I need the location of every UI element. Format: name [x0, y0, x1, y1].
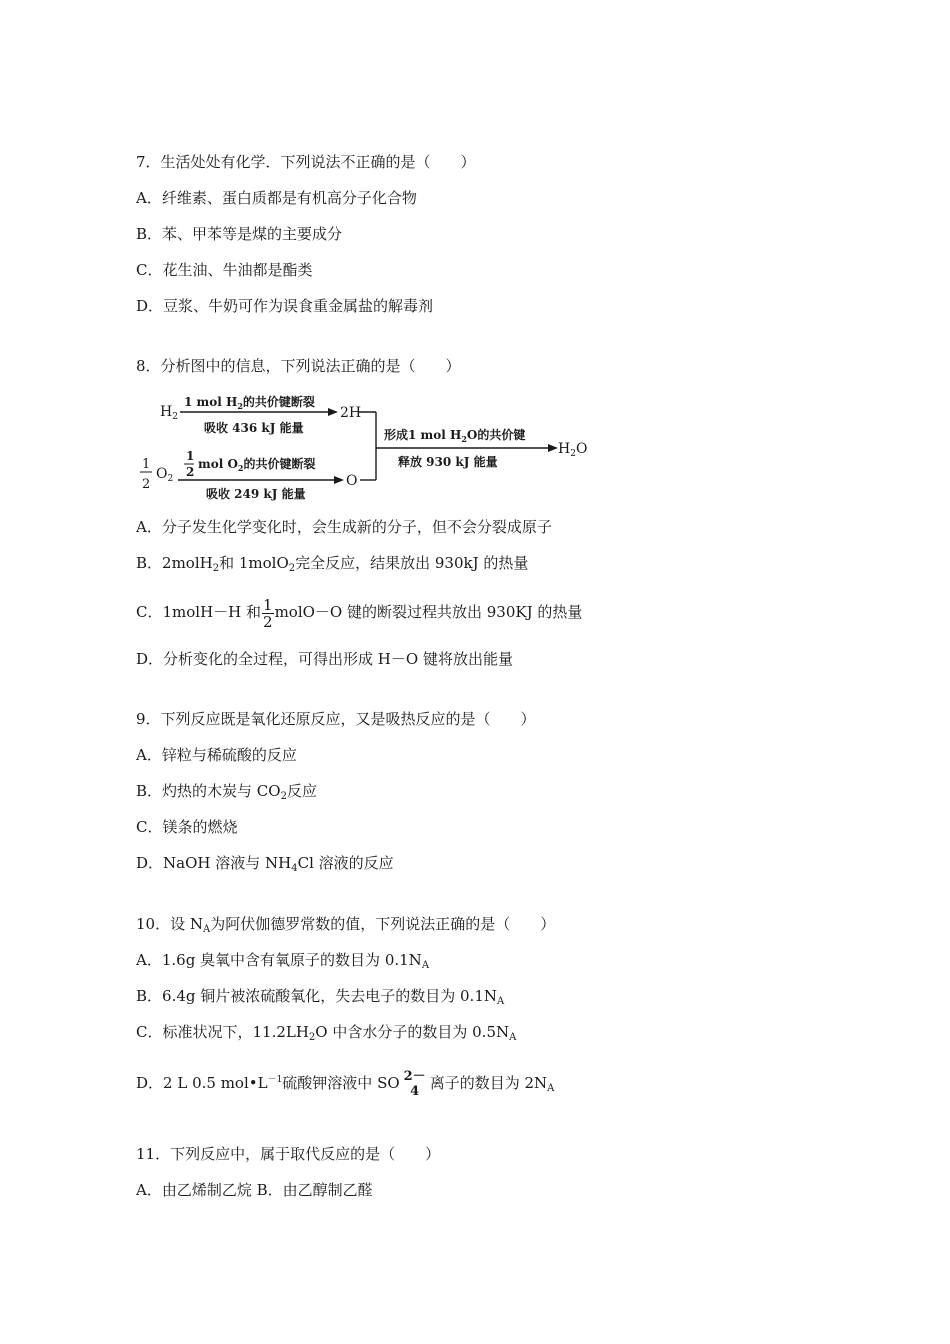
o2-coef-num: 1 — [142, 457, 151, 472]
q7-option-b: B．苯、甲苯等是煤的主要成分 — [136, 225, 343, 243]
h2-label: $H_2$ — [160, 404, 178, 422]
q9-option-a: A．锌粒与稀硫酸的反应 — [136, 746, 297, 764]
formation-energy-label: 释放 930 kJ 能量 — [398, 455, 498, 469]
o-atom-label: O — [346, 473, 358, 489]
q9-option-d: D．NaOH 溶液与 $NH_4Cl$ 溶液的反应 — [136, 854, 394, 874]
o2-frac-num: 1 — [186, 449, 195, 463]
q10-option-c: C．标准状况下，$11.2LH_2O$ 中含水分子的数目为 $0.5N_A$ — [136, 1023, 517, 1043]
q7-option-c: C．花生油、牛油都是酯类 — [136, 261, 313, 279]
q8-c-fraction: $\frac{1}{2}$ — [263, 595, 273, 631]
two-h-label: 2H — [340, 405, 362, 421]
q7-option-d: D．豆浆、牛奶可作为误食重金属盐的解毒剂 — [136, 297, 434, 315]
q8-option-b: B．2molH$_2$和 1molO$_2$完全反应，结果放出 930kJ 的热量 — [136, 554, 529, 574]
h2-energy-label: 吸收 436 kJ 能量 — [204, 421, 304, 435]
o2-frac-den: 2 — [186, 465, 195, 479]
o2-break-label: mol $O_2$的共价键断裂 — [198, 457, 316, 473]
q8-option-c: C．1molH－H 和 $\frac{1}{2}$ molO－O 键的断裂过程共放出 930KJ 的热量 — [136, 595, 583, 631]
q10-stem: 10．设 $N_A$为阿伏伽德罗常数的值，下列说法正确的是（ ） — [136, 915, 556, 935]
q7-option-a: A．纤维素、蛋白质都是有机高分子化合物 — [136, 189, 417, 207]
o2-label: $O_2$ — [156, 466, 174, 484]
sulfate-charge: 2－ 4 — [403, 1069, 426, 1099]
q10-option-b: B．6.4g 铜片被浓硫酸氧化，失去电子的数目为 $0.1N_A$ — [136, 987, 505, 1007]
q8-option-d: D．分析变化的全过程，可得出形成 H－O 键将放出能量 — [136, 650, 513, 668]
product-label: $H_2O$ — [558, 441, 588, 459]
formation-arrowhead — [548, 444, 558, 452]
q8-option-a: A．分子发生化学变化时，会生成新的分子，但不会分裂成原子 — [136, 518, 552, 536]
q8-stem: 8．分析图中的信息，下列说法正确的是（ ） — [136, 357, 461, 375]
q9-option-b: B．灼热的木炭与 $CO_2$反应 — [136, 782, 317, 802]
o2-arrowhead — [334, 476, 344, 484]
q10-option-a: A．1.6g 臭氧中含有氧原子的数目为 $0.1N_A$ — [136, 951, 430, 971]
q11-stem: 11．下列反应中，属于取代反应的是（ ） — [136, 1145, 441, 1163]
q10-option-d: D．2 L 0.5 $mol•L^{-1}$硫酸钾溶液中 SO 2－ 4 离子的数目为 $2N_A$ — [136, 1069, 555, 1099]
energy-diagram — [138, 392, 588, 504]
q9-stem: 9．下列反应既是氧化还原反应，又是吸热反应的是（ ） — [136, 710, 536, 728]
q7-stem: 7．生活处处有化学．下列说法不正确的是（ ） — [136, 153, 476, 171]
formation-label: 形成1 mol $H_2O$的共价键 — [384, 428, 526, 444]
o2-energy-label: 吸收 249 kJ 能量 — [206, 487, 306, 501]
o2-coef-den: 2 — [142, 477, 151, 492]
h2-arrowhead — [328, 408, 338, 416]
q9-option-c: C．镁条的燃烧 — [136, 818, 238, 836]
q11-option-ab: A．由乙烯制乙烷 B．由乙醇制乙醛 — [136, 1181, 373, 1199]
h2-break-label: 1 mol $H_2$的共价键断裂 — [184, 395, 315, 411]
